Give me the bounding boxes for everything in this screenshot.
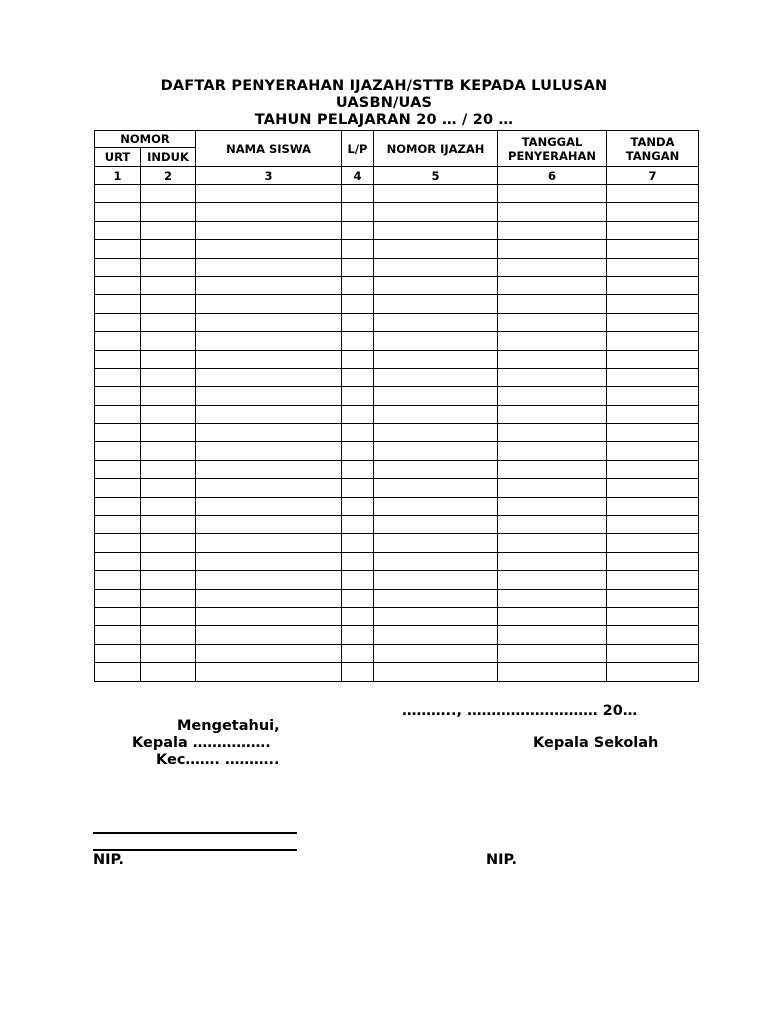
table-cell bbox=[607, 607, 699, 625]
table-cell bbox=[95, 350, 141, 368]
kec-label: Kec……. ……….. bbox=[156, 752, 280, 768]
table-row bbox=[95, 534, 699, 552]
table-cell bbox=[498, 663, 607, 681]
table-row bbox=[95, 552, 699, 570]
table-cell bbox=[196, 332, 342, 350]
table-cell bbox=[342, 203, 374, 221]
table-cell bbox=[498, 276, 607, 294]
table-cell bbox=[342, 442, 374, 460]
table-cell bbox=[141, 221, 196, 239]
table-cell bbox=[141, 405, 196, 423]
table-cell bbox=[141, 571, 196, 589]
table-cell bbox=[607, 534, 699, 552]
table-cell bbox=[607, 424, 699, 442]
table-cell bbox=[141, 350, 196, 368]
table-row bbox=[95, 258, 699, 276]
header-tanda-line2: TANGAN bbox=[625, 148, 680, 163]
table-cell bbox=[498, 589, 607, 607]
table-cell bbox=[374, 607, 498, 625]
table-cell bbox=[196, 442, 342, 460]
table-cell bbox=[374, 644, 498, 662]
table-cell bbox=[498, 350, 607, 368]
table-cell bbox=[95, 332, 141, 350]
column-number: 4 bbox=[342, 167, 374, 185]
table-cell bbox=[342, 221, 374, 239]
table-cell bbox=[95, 185, 141, 203]
table-cell bbox=[196, 479, 342, 497]
table-cell bbox=[95, 276, 141, 294]
table-cell bbox=[342, 516, 374, 534]
table-row bbox=[95, 313, 699, 331]
table-cell bbox=[498, 368, 607, 386]
table-cell bbox=[95, 240, 141, 258]
table-cell bbox=[95, 534, 141, 552]
table-cell bbox=[141, 516, 196, 534]
table-cell bbox=[342, 626, 374, 644]
table-cell bbox=[141, 240, 196, 258]
document-title: DAFTAR PENYERAHAN IJAZAH/STTB KEPADA LULUSAN bbox=[160, 78, 608, 94]
table-cell bbox=[196, 405, 342, 423]
table-cell bbox=[196, 387, 342, 405]
header-tanggal-penyerahan bbox=[498, 131, 607, 167]
table-cell bbox=[196, 552, 342, 570]
table-cell bbox=[498, 571, 607, 589]
table-cell bbox=[607, 350, 699, 368]
table-cell bbox=[95, 221, 141, 239]
table-row bbox=[95, 221, 699, 239]
header-induk: INDUK bbox=[141, 148, 196, 167]
table-cell bbox=[95, 258, 141, 276]
table-cell bbox=[141, 589, 196, 607]
table-cell bbox=[498, 258, 607, 276]
table-row bbox=[95, 203, 699, 221]
table-cell bbox=[95, 203, 141, 221]
column-number: 7 bbox=[607, 167, 699, 185]
table-cell bbox=[342, 663, 374, 681]
header-nama-siswa: NAMA SISWA bbox=[196, 131, 342, 167]
column-number: 1 bbox=[95, 167, 141, 185]
table-cell bbox=[95, 663, 141, 681]
table-cell bbox=[141, 387, 196, 405]
table-cell bbox=[196, 203, 342, 221]
table-cell bbox=[196, 313, 342, 331]
kepala-sekolah-label: Kepala Sekolah bbox=[533, 735, 659, 751]
table-cell bbox=[374, 497, 498, 515]
table-row bbox=[95, 295, 699, 313]
table-cell bbox=[342, 350, 374, 368]
table-cell bbox=[342, 571, 374, 589]
document-subtitle: UASBN/UAS bbox=[335, 95, 433, 111]
table-cell bbox=[374, 276, 498, 294]
table-cell bbox=[498, 203, 607, 221]
table-cell bbox=[374, 534, 498, 552]
table-row bbox=[95, 368, 699, 386]
table-cell bbox=[607, 276, 699, 294]
table-cell bbox=[95, 571, 141, 589]
date-line: ……….., ……………………… 20… bbox=[402, 703, 638, 719]
table-cell bbox=[196, 534, 342, 552]
table-cell bbox=[374, 185, 498, 203]
table-cell bbox=[342, 607, 374, 625]
header-urt: URT bbox=[95, 148, 141, 167]
header-tanggal-line1: TANGGAL bbox=[521, 134, 583, 149]
table-cell bbox=[196, 221, 342, 239]
table-cell bbox=[196, 350, 342, 368]
table-cell bbox=[141, 258, 196, 276]
column-number: 6 bbox=[498, 167, 607, 185]
table-cell bbox=[196, 295, 342, 313]
table-cell bbox=[342, 313, 374, 331]
table-cell bbox=[141, 185, 196, 203]
table-cell bbox=[498, 607, 607, 625]
table-cell bbox=[196, 589, 342, 607]
table-row bbox=[95, 479, 699, 497]
table-cell bbox=[95, 460, 141, 478]
table-cell bbox=[607, 626, 699, 644]
table-cell bbox=[607, 258, 699, 276]
table-cell bbox=[498, 626, 607, 644]
table-cell bbox=[498, 479, 607, 497]
table-cell bbox=[342, 332, 374, 350]
table-cell bbox=[196, 185, 342, 203]
table-cell bbox=[498, 497, 607, 515]
table-row bbox=[95, 185, 699, 203]
table-cell bbox=[607, 571, 699, 589]
table-cell bbox=[196, 626, 342, 644]
table-cell bbox=[141, 552, 196, 570]
table-cell bbox=[374, 387, 498, 405]
table-cell bbox=[141, 368, 196, 386]
table-cell bbox=[374, 221, 498, 239]
table-cell bbox=[607, 497, 699, 515]
table-cell bbox=[342, 368, 374, 386]
table-cell bbox=[95, 516, 141, 534]
table-cell bbox=[374, 663, 498, 681]
table-cell bbox=[374, 460, 498, 478]
header-tanda-tangan bbox=[607, 131, 699, 167]
table-cell bbox=[498, 387, 607, 405]
table-cell bbox=[498, 185, 607, 203]
nip-left: NIP. bbox=[93, 852, 125, 868]
table-cell bbox=[95, 442, 141, 460]
table-cell bbox=[374, 442, 498, 460]
table-cell bbox=[498, 552, 607, 570]
table-cell bbox=[196, 276, 342, 294]
table-cell bbox=[607, 387, 699, 405]
table-cell bbox=[196, 460, 342, 478]
academic-year: TAHUN PELAJARAN 20 … / 20 … bbox=[254, 112, 514, 128]
table-cell bbox=[196, 663, 342, 681]
table-cell bbox=[374, 626, 498, 644]
table-cell bbox=[141, 644, 196, 662]
table-row bbox=[95, 497, 699, 515]
table-cell bbox=[342, 424, 374, 442]
table-cell bbox=[374, 368, 498, 386]
table-cell bbox=[498, 644, 607, 662]
table-cell bbox=[141, 424, 196, 442]
table-cell bbox=[141, 460, 196, 478]
table-cell bbox=[374, 350, 498, 368]
table-cell bbox=[342, 276, 374, 294]
table-cell bbox=[342, 185, 374, 203]
header-nomor: NOMOR bbox=[95, 131, 196, 148]
header-nomor-ijazah: NOMOR IJAZAH bbox=[374, 131, 498, 167]
column-number: 3 bbox=[196, 167, 342, 185]
mengetahui-label: Mengetahui, bbox=[177, 718, 280, 734]
table-cell bbox=[95, 589, 141, 607]
table-cell bbox=[196, 607, 342, 625]
table-cell bbox=[342, 460, 374, 478]
table-cell bbox=[342, 589, 374, 607]
table-cell bbox=[95, 313, 141, 331]
column-number: 5 bbox=[374, 167, 498, 185]
table-cell bbox=[196, 258, 342, 276]
table-row bbox=[95, 663, 699, 681]
table-row bbox=[95, 516, 699, 534]
table-cell bbox=[342, 258, 374, 276]
table-cell bbox=[196, 571, 342, 589]
table-cell bbox=[196, 497, 342, 515]
table-row bbox=[95, 571, 699, 589]
table-cell bbox=[95, 479, 141, 497]
table-cell bbox=[607, 203, 699, 221]
table-cell bbox=[141, 663, 196, 681]
table-cell bbox=[141, 479, 196, 497]
table-cell bbox=[141, 203, 196, 221]
table-row bbox=[95, 350, 699, 368]
table-cell bbox=[196, 516, 342, 534]
table-cell bbox=[374, 571, 498, 589]
table-cell bbox=[607, 295, 699, 313]
table-cell bbox=[141, 295, 196, 313]
table-cell bbox=[374, 258, 498, 276]
table-cell bbox=[141, 626, 196, 644]
table-cell bbox=[95, 644, 141, 662]
table-cell bbox=[95, 607, 141, 625]
table-cell bbox=[196, 240, 342, 258]
table-cell bbox=[141, 534, 196, 552]
table-cell bbox=[374, 552, 498, 570]
table-cell bbox=[196, 424, 342, 442]
column-number: 2 bbox=[141, 167, 196, 185]
table-row bbox=[95, 405, 699, 423]
table-cell bbox=[498, 405, 607, 423]
handover-table bbox=[94, 130, 699, 682]
table-cell bbox=[342, 479, 374, 497]
table-cell bbox=[498, 424, 607, 442]
table-cell bbox=[498, 516, 607, 534]
header-lp: L/P bbox=[342, 131, 374, 167]
table-cell bbox=[374, 516, 498, 534]
table-cell bbox=[374, 589, 498, 607]
table-cell bbox=[498, 313, 607, 331]
table-cell bbox=[498, 534, 607, 552]
table-cell bbox=[141, 276, 196, 294]
table-cell bbox=[95, 552, 141, 570]
table-cell bbox=[498, 240, 607, 258]
table-row bbox=[95, 332, 699, 350]
table-cell bbox=[607, 479, 699, 497]
table-cell bbox=[141, 332, 196, 350]
table-cell bbox=[342, 405, 374, 423]
table-cell bbox=[141, 313, 196, 331]
table-cell bbox=[95, 368, 141, 386]
header-tanggal-line2: PENYERAHAN bbox=[508, 148, 597, 163]
table-cell bbox=[374, 313, 498, 331]
table-cell bbox=[607, 185, 699, 203]
table-cell bbox=[607, 552, 699, 570]
table-row bbox=[95, 276, 699, 294]
table-row bbox=[95, 442, 699, 460]
signature-line bbox=[93, 849, 297, 851]
table-cell bbox=[607, 368, 699, 386]
table-cell bbox=[342, 240, 374, 258]
table-cell bbox=[342, 387, 374, 405]
table-row bbox=[95, 387, 699, 405]
table-cell bbox=[374, 405, 498, 423]
table-cell bbox=[374, 240, 498, 258]
table-cell bbox=[374, 332, 498, 350]
nip-right: NIP. bbox=[486, 852, 518, 868]
table-cell bbox=[141, 607, 196, 625]
table-cell bbox=[141, 497, 196, 515]
table-cell bbox=[95, 295, 141, 313]
table-row bbox=[95, 644, 699, 662]
table-cell bbox=[374, 203, 498, 221]
header-tanda-line1: TANDA bbox=[630, 134, 675, 149]
table-cell bbox=[607, 589, 699, 607]
table-cell bbox=[95, 626, 141, 644]
table-cell bbox=[374, 295, 498, 313]
table-cell bbox=[607, 240, 699, 258]
table-row bbox=[95, 589, 699, 607]
table-cell bbox=[196, 644, 342, 662]
table-cell bbox=[342, 497, 374, 515]
table-cell bbox=[95, 497, 141, 515]
table-cell bbox=[374, 424, 498, 442]
table-cell bbox=[342, 295, 374, 313]
table-row bbox=[95, 607, 699, 625]
table-cell bbox=[607, 313, 699, 331]
table-cell bbox=[607, 221, 699, 239]
table-row bbox=[95, 626, 699, 644]
table-cell bbox=[607, 644, 699, 662]
table-cell bbox=[95, 424, 141, 442]
table-cell bbox=[95, 405, 141, 423]
table-cell bbox=[498, 295, 607, 313]
table-cell bbox=[498, 442, 607, 460]
table-cell bbox=[95, 387, 141, 405]
table-cell bbox=[607, 663, 699, 681]
kepala-label: Kepala ……………. bbox=[132, 735, 271, 751]
signature-line bbox=[93, 832, 297, 834]
table-row bbox=[95, 424, 699, 442]
table-cell bbox=[342, 644, 374, 662]
table-cell bbox=[607, 460, 699, 478]
table-cell bbox=[498, 221, 607, 239]
table-cell bbox=[607, 405, 699, 423]
table-cell bbox=[374, 479, 498, 497]
table-cell bbox=[607, 442, 699, 460]
table-cell bbox=[498, 332, 607, 350]
table-row bbox=[95, 240, 699, 258]
table-cell bbox=[342, 552, 374, 570]
table-cell bbox=[342, 534, 374, 552]
table-cell bbox=[607, 332, 699, 350]
table-cell bbox=[196, 368, 342, 386]
table-cell bbox=[607, 516, 699, 534]
table-cell bbox=[141, 442, 196, 460]
table-cell bbox=[498, 460, 607, 478]
table-row bbox=[95, 460, 699, 478]
